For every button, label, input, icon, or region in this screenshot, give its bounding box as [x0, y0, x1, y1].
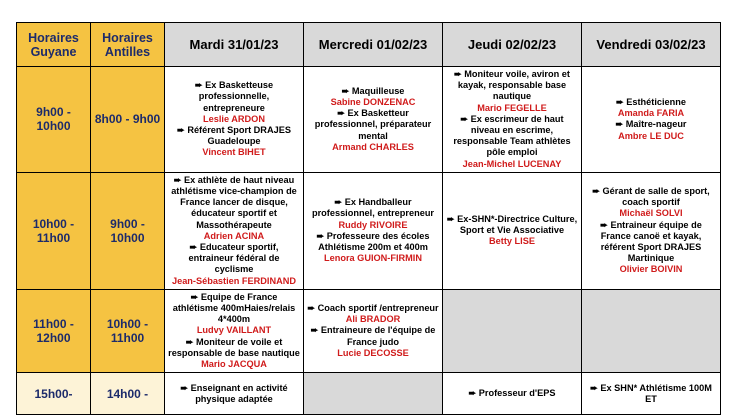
session-entry — [585, 97, 717, 119]
session-entry — [168, 175, 300, 242]
speaker-name: Sabine DONZENAC — [330, 97, 416, 107]
speaker-role: Entraineure de l'équipe de France judo — [320, 325, 436, 347]
speaker-role: Référent Sport DRAJES Guadeloupe — [187, 125, 291, 147]
arrow-bullet-icon: ➨ — [180, 382, 191, 393]
speaker-name: Ambre LE DUC — [618, 130, 684, 141]
speaker-role: Maître-nageur — [625, 119, 687, 130]
speaker-name: Adrien ACINA — [203, 230, 265, 241]
arrow-bullet-icon: ➨ — [173, 174, 184, 185]
session-entry — [168, 125, 300, 159]
session-entry — [307, 108, 439, 153]
time-antilles-cell: 14h00 - — [91, 373, 165, 415]
speaker-role: Ex Basketteuse professionnelle, entrepreneure — [198, 80, 274, 113]
table-row — [17, 67, 721, 173]
session-cell — [582, 373, 721, 415]
speaker-name: Ali BRADOR — [345, 314, 401, 325]
session-cell — [443, 67, 582, 173]
time-antilles-cell: 8h00 - 9h00 — [91, 67, 165, 173]
speaker-role: Ex athlète de haut niveau athlétisme vice-champion de France lancer de disque, éducateur sportif et Massothérapeute — [171, 174, 297, 230]
table-row — [17, 373, 721, 415]
arrow-bullet-icon: ➨ — [600, 219, 611, 230]
time-guyane-cell: 15h00- — [17, 373, 91, 415]
arrow-bullet-icon: ➨ — [189, 242, 200, 253]
session-cell — [165, 67, 304, 173]
speaker-name: Vincent BIHET — [202, 147, 266, 158]
session-cell — [304, 289, 443, 372]
arrow-bullet-icon: ➨ — [185, 336, 196, 347]
arrow-bullet-icon: ➨ — [307, 303, 318, 314]
session-entry — [168, 242, 300, 287]
arrow-bullet-icon: ➨ — [341, 85, 352, 96]
speaker-name: Mario FEGELLE — [477, 102, 547, 113]
speaker-name: Lenora GUION-FIRMIN — [324, 253, 422, 264]
speaker-role: Moniteur de voile et responsable de base nautique — [168, 336, 300, 358]
arrow-bullet-icon: ➨ — [592, 186, 603, 197]
schedule-table — [16, 22, 721, 415]
arrow-bullet-icon: ➨ — [194, 80, 206, 91]
table-body — [17, 67, 721, 415]
session-entry — [585, 383, 717, 405]
speaker-role: Ex Handballeur professionnel, entrepreneur — [311, 197, 435, 219]
speaker-name: Lucie DECOSSE — [337, 347, 409, 358]
header-day-vendredi: Vendredi 03/02/23 — [582, 23, 721, 67]
speaker-name: Amanda FARIA — [617, 108, 685, 119]
speaker-role: Entraineur équipe de France canoë et kayak, référent Sport DRAJES Martinique — [600, 219, 702, 264]
speaker-role: Coach sportif /entrepreneur — [317, 303, 439, 314]
speaker-name: Betty LISE — [489, 236, 535, 247]
session-entry — [446, 114, 578, 170]
speaker-role: Maquilleuse — [351, 85, 405, 96]
table-row — [17, 172, 721, 289]
session-cell — [582, 172, 721, 289]
session-entry — [168, 80, 300, 125]
arrow-bullet-icon: ➨ — [334, 197, 345, 208]
header-day-mercredi: Mercredi 01/02/23 — [304, 23, 443, 67]
session-cell — [443, 172, 582, 289]
time-antilles-cell: 9h00 - 10h00 — [91, 172, 165, 289]
session-cell — [165, 289, 304, 372]
speaker-name: Ludvy VAILLANT — [196, 325, 272, 336]
table-row — [17, 289, 721, 372]
arrow-bullet-icon: ➨ — [590, 382, 601, 393]
session-entry — [585, 186, 717, 220]
arrow-bullet-icon: ➨ — [454, 69, 465, 79]
arrow-bullet-icon: ➨ — [316, 230, 327, 241]
session-entry — [307, 325, 439, 359]
session-cell — [582, 289, 721, 372]
session-entry — [446, 214, 578, 248]
arrow-bullet-icon: ➨ — [337, 108, 348, 119]
speaker-name: Ruddy RIVOIRE — [338, 219, 408, 230]
speaker-role: Educateur sportif, entraineur fédéral de cyclisme — [188, 242, 280, 275]
session-entry — [307, 231, 439, 265]
session-cell — [165, 172, 304, 289]
session-cell — [443, 373, 582, 415]
time-guyane-cell: 11h00 - 12h00 — [17, 289, 91, 372]
speaker-role: Professeure des écoles Athlétisme 200m et 400m — [318, 230, 430, 253]
arrow-bullet-icon: ➨ — [310, 325, 321, 336]
header-day-jeudi: Jeudi 02/02/23 — [443, 23, 582, 67]
session-entry — [168, 292, 300, 337]
speaker-role: Ex-SHN*-Directrice Culture, Sport et Vie Associative — [457, 214, 578, 236]
speaker-role: Ex SHN* Athlétisme 100M ET — [600, 382, 712, 404]
header-horaires-antilles: Horaires Antilles — [91, 23, 165, 67]
arrow-bullet-icon: ➨ — [468, 388, 479, 399]
arrow-bullet-icon: ➨ — [615, 97, 627, 107]
speaker-role: Enseignant en activité physique adaptée — [190, 382, 288, 404]
speaker-name: Mario JACQUA — [201, 359, 267, 370]
speaker-role: Professeur d'EPS — [478, 388, 556, 399]
speaker-role: Ex Basketteur professionnel, préparateur mental — [314, 108, 432, 141]
arrow-bullet-icon: ➨ — [446, 214, 458, 225]
time-guyane-cell: 9h00 - 10h00 — [17, 67, 91, 173]
arrow-bullet-icon: ➨ — [460, 113, 471, 124]
session-cell — [582, 67, 721, 173]
session-entry — [307, 197, 439, 231]
speaker-name: Jean-Michel LUCENAY — [462, 158, 562, 169]
session-entry — [585, 220, 717, 276]
table-header-row — [17, 23, 721, 67]
session-cell — [304, 373, 443, 415]
time-antilles-cell: 10h00 - 11h00 — [91, 289, 165, 372]
header-horaires-guyane: Horaires Guyane — [17, 23, 91, 67]
speaker-name: Olivier BOIVIN — [619, 264, 683, 275]
speaker-role: Ex escrimeur de haut niveau en escrime, responsable Team athlètes pôle emploi — [453, 113, 571, 158]
session-entry — [168, 337, 300, 371]
session-entry — [446, 69, 578, 114]
speaker-name: Michaël SOLVI — [619, 208, 683, 219]
session-entry — [307, 303, 439, 325]
session-entry — [446, 388, 578, 399]
speaker-role: Moniteur voile, aviron et kayak, responsable base nautique — [457, 69, 570, 102]
arrow-bullet-icon: ➨ — [190, 291, 201, 302]
time-guyane-cell: 10h00 - 11h00 — [17, 172, 91, 289]
session-entry — [307, 86, 439, 108]
session-cell — [165, 373, 304, 415]
speaker-role: Equipe de France athlétisme 400mHaies/relais 4*400m — [172, 291, 296, 325]
speaker-name: Leslie ARDON — [203, 113, 265, 124]
session-cell — [443, 289, 582, 372]
speaker-name: Armand CHARLES — [332, 141, 414, 152]
session-entry — [168, 383, 300, 405]
session-entry — [585, 119, 717, 141]
session-cell — [304, 67, 443, 173]
header-day-mardi: Mardi 31/01/23 — [165, 23, 304, 67]
arrow-bullet-icon: ➨ — [177, 125, 188, 136]
session-cell — [304, 172, 443, 289]
arrow-bullet-icon: ➨ — [615, 119, 626, 130]
speaker-name: Jean-Sébastien FERDINAND — [171, 275, 297, 286]
speaker-role: Gérant de salle de sport, coach sportif — [602, 186, 710, 208]
speaker-role: Esthéticienne — [626, 97, 686, 107]
